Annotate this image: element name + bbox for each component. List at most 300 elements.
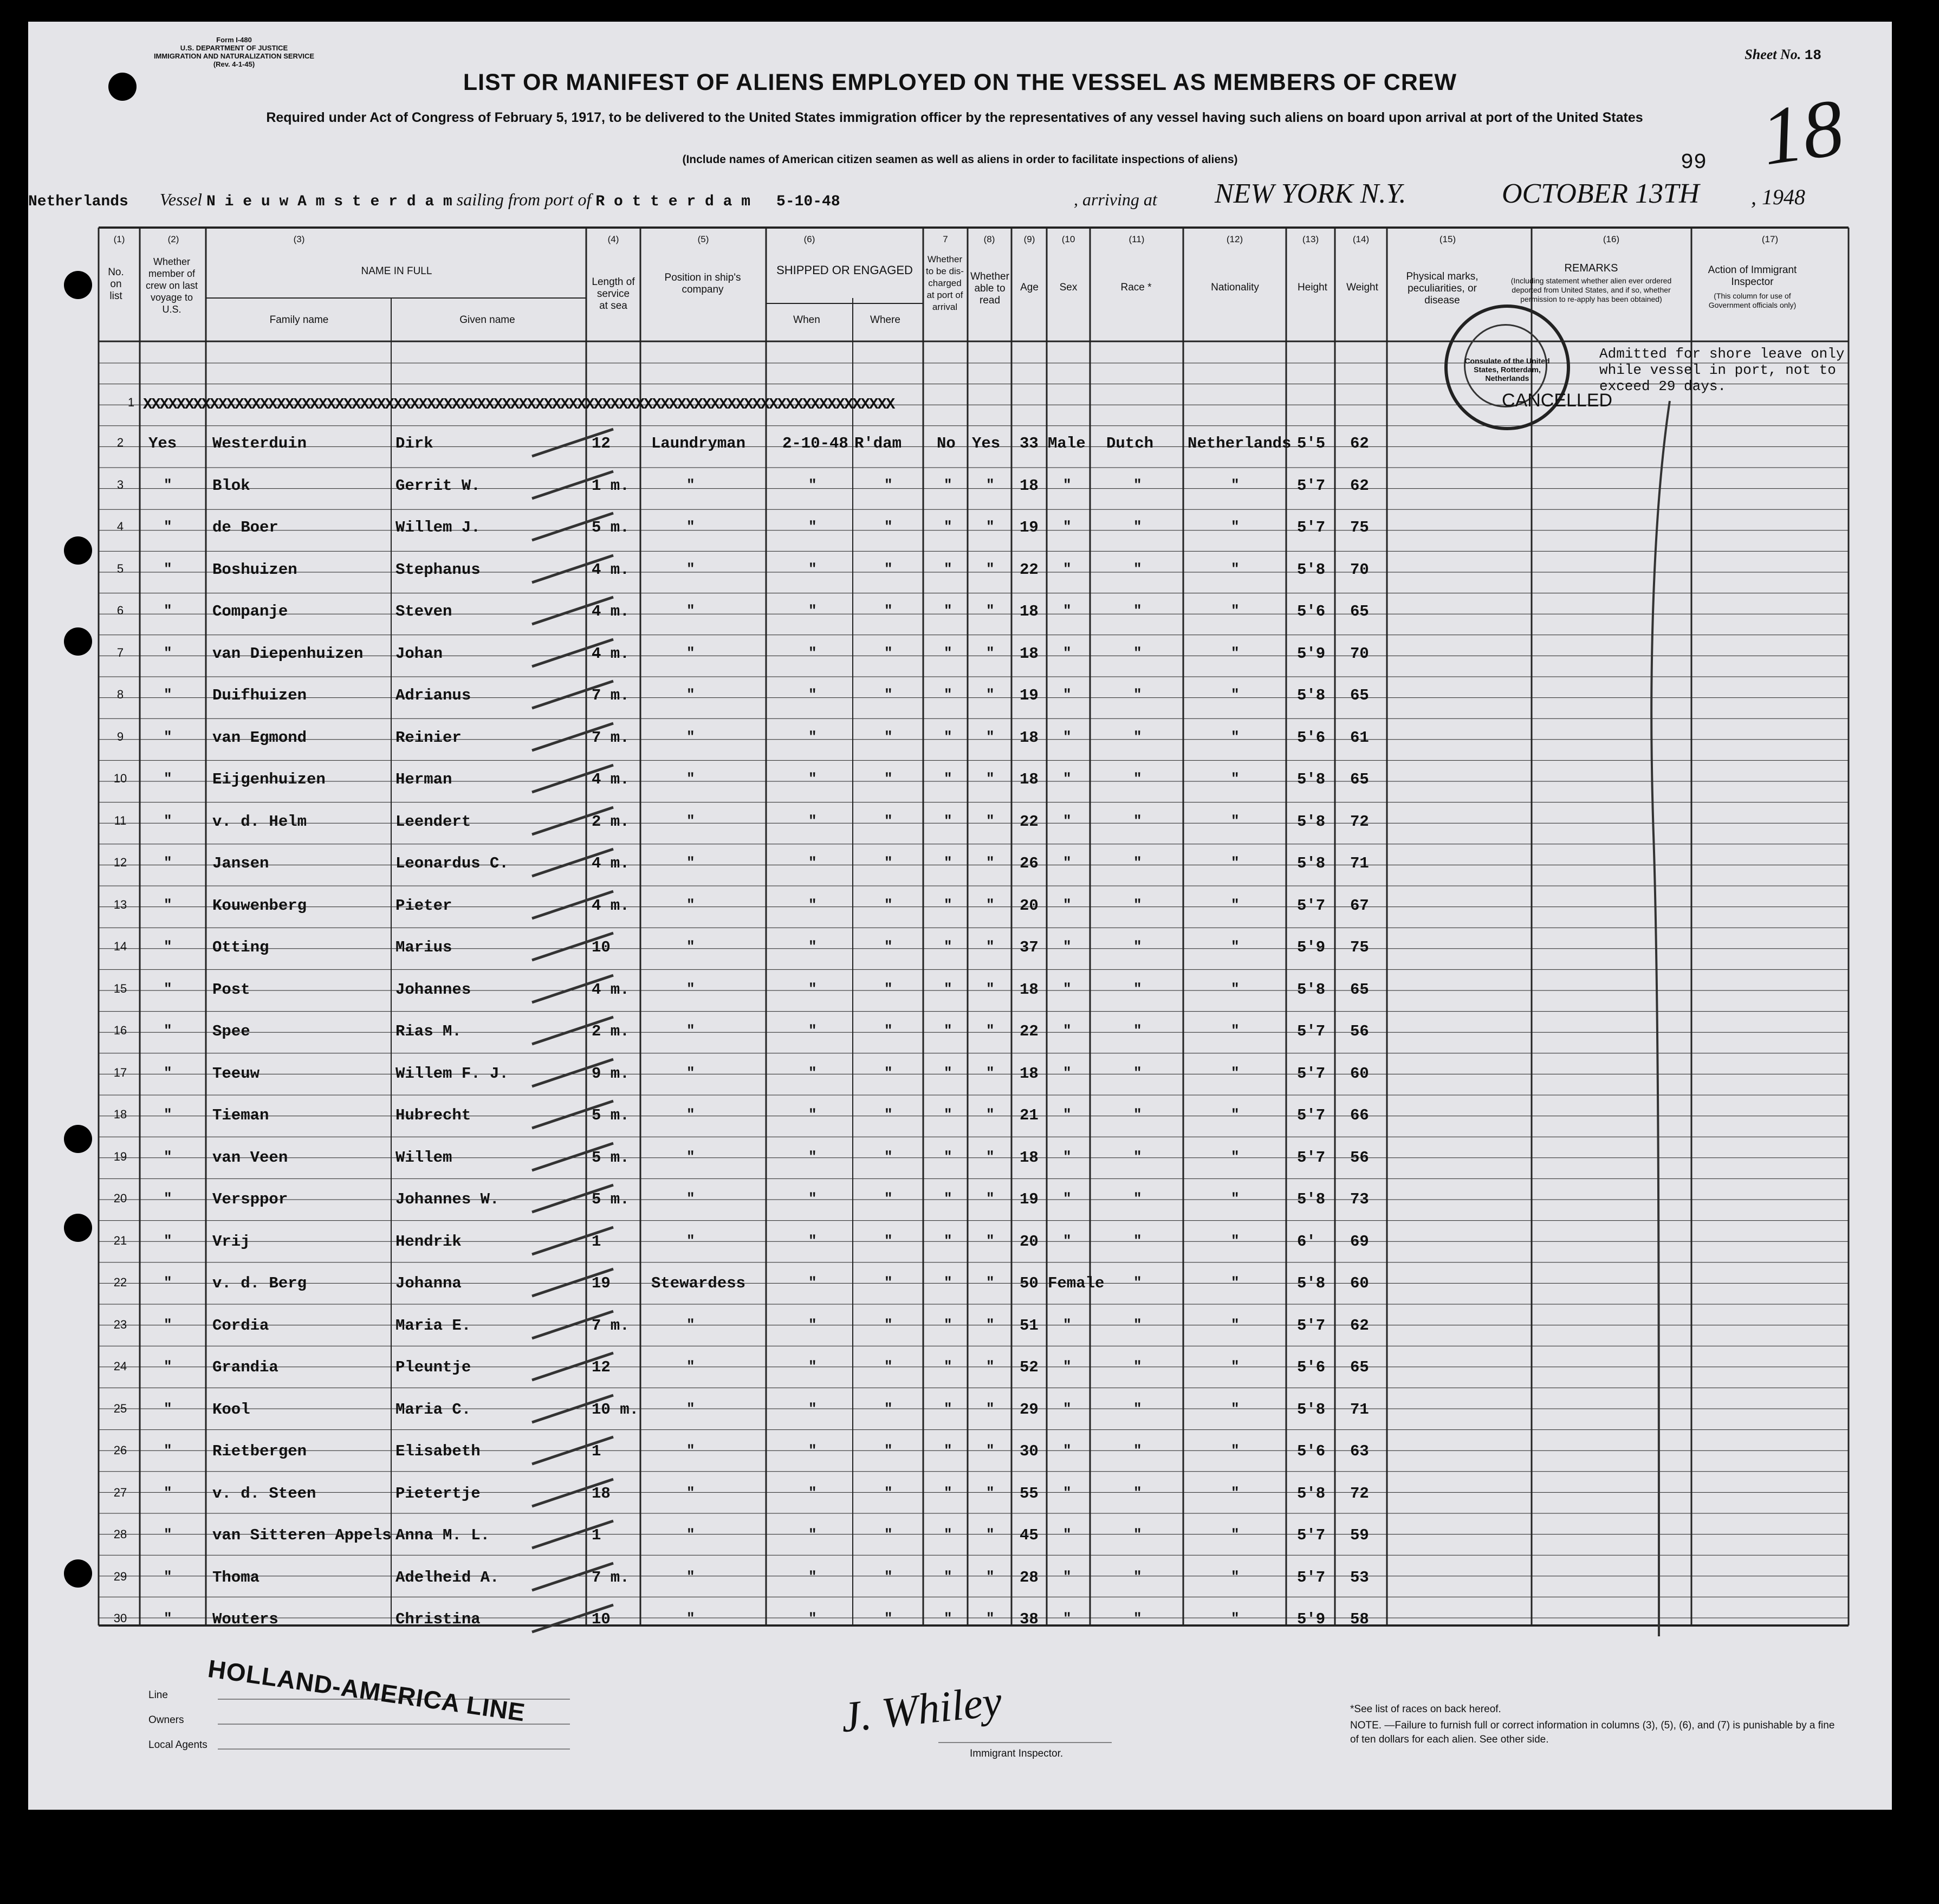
ditto-mark: " — [1133, 897, 1142, 913]
ditto-mark: " — [164, 1149, 172, 1165]
ditto-mark: " — [884, 1526, 893, 1543]
crew-height: 6' — [1297, 1233, 1316, 1251]
shipped-when: 2-10-48 — [782, 435, 848, 452]
ditto-mark: " — [808, 1401, 817, 1417]
ditto-mark: " — [884, 729, 893, 745]
arriving-label: , arriving at — [1074, 190, 1157, 209]
ditto-mark: " — [1063, 1149, 1072, 1165]
crew-family-name: van Diepenhuizen — [212, 645, 364, 663]
ditto-mark: " — [1231, 477, 1240, 493]
ditto-mark: " — [986, 1149, 995, 1165]
ditto-mark: " — [1063, 1065, 1072, 1081]
crew-weight: 75 — [1350, 938, 1369, 956]
consulate-stamp — [1444, 305, 1570, 430]
row-number: 26 — [113, 1443, 127, 1457]
ditto-mark: " — [164, 854, 172, 871]
ditto-mark: " — [884, 477, 893, 493]
ditto-mark: " — [1231, 1190, 1240, 1207]
column-number: (12) — [1226, 234, 1243, 244]
ditto-mark: " — [986, 519, 995, 535]
crew-family-name: Rietbergen — [212, 1442, 307, 1460]
crew-family-name: v. d. Berg — [212, 1274, 307, 1292]
ditto-mark: " — [1231, 981, 1240, 997]
crew-position: Stewardess — [651, 1274, 746, 1292]
ditto-mark: " — [808, 561, 817, 577]
crew-age: 18 — [1020, 1149, 1039, 1167]
crew-age: 37 — [1020, 938, 1039, 956]
row-number: 2 — [116, 436, 124, 449]
crew-age: 18 — [1020, 1065, 1039, 1083]
column-number: (4) — [607, 234, 619, 244]
ditto-mark: " — [986, 1401, 995, 1417]
crew-given-name: Pieter — [395, 897, 452, 915]
crew-weight: 72 — [1350, 813, 1369, 831]
crew-height: 5'8 — [1297, 1401, 1326, 1419]
crew-service-length: 5 m. — [592, 1149, 630, 1167]
column-number: (8) — [983, 234, 995, 244]
ditto-mark: " — [884, 1317, 893, 1333]
form-number: Form I-480 — [216, 36, 252, 44]
ditto-mark: " — [1133, 813, 1142, 829]
ditto-mark: " — [986, 1485, 995, 1501]
crew-height: 5'6 — [1297, 1358, 1326, 1376]
crew-weight: 70 — [1350, 561, 1369, 579]
row-number: 24 — [113, 1359, 127, 1373]
crew-height: 5'8 — [1297, 561, 1326, 579]
header-action-sub: (This column for use of Government officials only) — [1708, 292, 1797, 309]
footer-owners-label: Owners — [148, 1714, 184, 1726]
ditto-mark: " — [884, 1485, 893, 1501]
ditto-mark: " — [944, 1569, 952, 1585]
crew-family-name: Eijgenhuizen — [212, 770, 326, 788]
ditto-mark: " — [808, 770, 817, 787]
ditto-mark: " — [1231, 897, 1240, 913]
page-code: 99 — [1681, 151, 1707, 175]
crew-age: 52 — [1020, 1358, 1039, 1376]
ditto-mark: " — [686, 603, 695, 619]
ditto-mark: " — [1133, 729, 1142, 745]
ditto-mark: " — [944, 938, 952, 955]
ditto-mark: " — [1063, 1233, 1072, 1249]
crew-weight: 62 — [1350, 1317, 1369, 1335]
ditto-mark: " — [686, 854, 695, 871]
crew-family-name: van Egmond — [212, 729, 307, 747]
ditto-mark: " — [164, 897, 172, 913]
crew-family-name: Versppor — [212, 1190, 288, 1208]
ditto-mark: " — [944, 1401, 952, 1417]
ditto-mark: " — [808, 981, 817, 997]
footer-agents-label: Local Agents — [148, 1739, 207, 1751]
row-number: 15 — [113, 982, 127, 995]
crew-service-length: 7 m. — [592, 1569, 630, 1586]
column-number: (14) — [1352, 234, 1370, 244]
crew-able-read: Yes — [972, 435, 1001, 452]
ditto-mark: " — [884, 1610, 893, 1627]
header-member: Whether member of crew on last voyage to U.S. — [145, 256, 198, 315]
crew-service-length: 4 m. — [592, 603, 630, 620]
crew-given-name: Adelheid A. — [395, 1569, 500, 1586]
column-number: (3) — [293, 234, 305, 244]
note-text: —Failure to furnish full or correct information in columns (3), (5), (6), and (7) is punishable by a fine of ten dollars for each alien. See other side. — [1350, 1720, 1835, 1745]
crew-age: 38 — [1020, 1610, 1039, 1628]
row-number: 9 — [116, 730, 124, 743]
crew-weight: 65 — [1350, 1358, 1369, 1376]
ditto-mark: " — [686, 770, 695, 787]
ditto-mark: " — [1231, 813, 1240, 829]
crew-family-name: Companje — [212, 603, 288, 620]
crew-age: 29 — [1020, 1401, 1039, 1419]
crew-service-length: 4 m. — [592, 561, 630, 579]
crew-given-name: Leendert — [395, 813, 471, 831]
ditto-mark: " — [1231, 938, 1240, 955]
ditto-mark: " — [1133, 1274, 1142, 1291]
ditto-mark: " — [1063, 1526, 1072, 1543]
crew-family-name: Kouwenberg — [212, 897, 307, 915]
column-number: (16) — [1603, 234, 1620, 244]
manifest-sheet — [28, 22, 1892, 1810]
ditto-mark: " — [944, 770, 952, 787]
crew-family-name: Vrij — [212, 1233, 250, 1251]
crew-family-name: Cordia — [212, 1317, 269, 1335]
crew-service-length: 12 — [592, 1358, 611, 1376]
ditto-mark: " — [808, 729, 817, 745]
ditto-mark: " — [686, 1233, 695, 1249]
row-number: 29 — [113, 1570, 127, 1583]
ditto-mark: " — [1063, 1442, 1072, 1459]
crew-given-name: Willem F. J. — [395, 1065, 509, 1083]
header-position: Position in ship's company — [664, 272, 741, 295]
crew-discharged: No — [937, 435, 956, 452]
crew-height: 5'9 — [1297, 645, 1326, 663]
crew-given-name: Steven — [395, 603, 452, 620]
crew-family-name: Thoma — [212, 1569, 260, 1586]
ditto-mark: " — [164, 687, 172, 703]
ditto-mark: " — [1063, 1106, 1072, 1123]
crew-height: 5'7 — [1297, 1106, 1326, 1124]
crew-family-name: Wouters — [212, 1610, 278, 1628]
crew-age: 18 — [1020, 603, 1039, 620]
ditto-mark: " — [164, 981, 172, 997]
ditto-mark: " — [944, 1022, 952, 1039]
ditto-mark: " — [164, 1358, 172, 1375]
ditto-mark: " — [944, 1358, 952, 1375]
ditto-mark: " — [1133, 1149, 1142, 1165]
ditto-mark: " — [686, 645, 695, 661]
crew-age: 30 — [1020, 1442, 1039, 1460]
crew-age: 20 — [1020, 1233, 1039, 1251]
crew-service-length: 1 — [592, 1233, 601, 1251]
crew-given-name: Reinier — [395, 729, 462, 747]
ditto-mark: " — [1133, 1358, 1142, 1375]
ditto-mark: " — [1063, 938, 1072, 955]
ditto-mark: " — [686, 1149, 695, 1165]
ditto-mark: " — [986, 1233, 995, 1249]
crew-weight: 71 — [1350, 1401, 1369, 1419]
header-age: Age — [1020, 282, 1039, 293]
crew-given-name: Pleuntje — [395, 1358, 471, 1376]
crew-height: 5'7 — [1297, 1526, 1326, 1544]
column-number: (10 — [1061, 234, 1075, 244]
crew-weight: 62 — [1350, 435, 1369, 452]
crew-given-name: Gerrit W. — [395, 477, 481, 495]
row-number: 25 — [113, 1402, 127, 1415]
ditto-mark: " — [986, 897, 995, 913]
crew-family-name: de Boer — [212, 519, 278, 536]
row-number: 28 — [113, 1527, 127, 1541]
crew-age: 18 — [1020, 981, 1039, 999]
crew-age: 20 — [1020, 897, 1039, 915]
pencil-line — [1651, 401, 1670, 1636]
punch-hole — [108, 73, 137, 101]
ditto-mark: " — [808, 1065, 817, 1081]
ditto-mark: " — [1133, 1022, 1142, 1039]
ditto-mark: " — [1063, 854, 1072, 871]
header-height: Height — [1298, 282, 1327, 293]
ditto-mark: " — [986, 981, 995, 997]
ditto-mark: " — [1231, 645, 1240, 661]
ditto-mark: " — [1133, 938, 1142, 955]
crew-family-name: Tieman — [212, 1106, 269, 1124]
header-discharged: Whether to be dis-charged at port of arrival — [926, 254, 964, 312]
ditto-mark: " — [1231, 1358, 1240, 1375]
crew-weight: 67 — [1350, 897, 1369, 915]
ditto-mark: " — [884, 813, 893, 829]
ditto-mark: " — [1133, 1190, 1142, 1207]
header-race: Race * — [1120, 282, 1152, 293]
service: IMMIGRATION AND NATURALIZATION SERVICE — [153, 52, 315, 60]
ditto-mark: " — [164, 1274, 172, 1291]
ditto-mark: " — [986, 813, 995, 829]
crew-weight: 75 — [1350, 519, 1369, 536]
ditto-mark: " — [164, 770, 172, 787]
ditto-mark: " — [1063, 770, 1072, 787]
ditto-mark: " — [808, 519, 817, 535]
ditto-mark: " — [686, 687, 695, 703]
ditto-mark: " — [1063, 561, 1072, 577]
ditto-mark: " — [164, 1485, 172, 1501]
crew-weight: 60 — [1350, 1065, 1369, 1083]
ditto-mark: " — [1063, 1317, 1072, 1333]
ditto-mark: " — [884, 645, 893, 661]
ditto-mark: " — [1133, 1485, 1142, 1501]
crew-weight: 63 — [1350, 1442, 1369, 1460]
ditto-mark: " — [986, 561, 995, 577]
page-title: LIST OR MANIFEST OF ALIENS EMPLOYED ON THE VESSEL AS MEMBERS OF CREW — [463, 69, 1457, 95]
note-label: NOTE. — [1350, 1720, 1382, 1731]
crew-service-length: 10 — [592, 1610, 611, 1628]
row-number: 18 — [113, 1108, 127, 1121]
ditto-mark: " — [884, 1401, 893, 1417]
column-number: (6) — [803, 234, 815, 244]
crew-age: 19 — [1020, 1190, 1039, 1208]
header-where: Where — [870, 314, 900, 326]
crew-age: 18 — [1020, 729, 1039, 747]
ditto-mark: " — [1063, 1401, 1072, 1417]
header-nationality: Nationality — [1211, 282, 1259, 293]
crew-given-name: Hubrecht — [395, 1106, 471, 1124]
ditto-mark: " — [808, 1190, 817, 1207]
crew-given-name: Pietertje — [395, 1485, 481, 1503]
ditto-mark: " — [1231, 687, 1240, 703]
crew-family-name: Westerduin — [212, 435, 307, 452]
crew-family-name: v. d. Helm — [212, 813, 307, 831]
ditto-mark: " — [164, 1065, 172, 1081]
ditto-mark: " — [944, 981, 952, 997]
ditto-mark: " — [1231, 1569, 1240, 1585]
crew-age: 18 — [1020, 770, 1039, 788]
crew-age: 50 — [1020, 1274, 1039, 1292]
ditto-mark: " — [884, 1442, 893, 1459]
check-mark — [532, 1227, 613, 1254]
ditto-mark: " — [944, 1233, 952, 1249]
crew-family-name: Spee — [212, 1022, 250, 1040]
crew-family-name: Duifhuizen — [212, 687, 307, 704]
crew-service-length: 1 — [592, 1526, 601, 1544]
crew-family-name: Teeuw — [212, 1065, 260, 1083]
header-when: When — [793, 314, 820, 326]
crew-weight: 71 — [1350, 854, 1369, 872]
ditto-mark: " — [164, 1233, 172, 1249]
ditto-mark: " — [944, 1485, 952, 1501]
ditto-mark: " — [884, 1065, 893, 1081]
ditto-mark: " — [1133, 1233, 1142, 1249]
ditto-mark: " — [808, 1569, 817, 1585]
header-action: Action of Immigrant Inspector — [1708, 264, 1797, 288]
crew-family-name: Boshuizen — [212, 561, 297, 579]
ditto-mark: " — [944, 897, 952, 913]
crew-height: 5'8 — [1297, 1274, 1326, 1292]
ditto-mark: " — [808, 1485, 817, 1501]
ditto-mark: " — [808, 1233, 817, 1249]
crew-family-name: Grandia — [212, 1358, 278, 1376]
ditto-mark: " — [1063, 1190, 1072, 1207]
header-given: Given name — [459, 314, 515, 326]
ditto-mark: " — [1063, 1358, 1072, 1375]
crew-height: 5'7 — [1297, 1022, 1326, 1040]
row-number: 5 — [116, 562, 124, 575]
ditto-mark: " — [164, 938, 172, 955]
row-number: 14 — [113, 940, 127, 953]
revision: (Rev. 4-1-45) — [213, 60, 255, 68]
ditto-mark: " — [986, 729, 995, 745]
company-stamp: HOLLAND-AMERICA LINE — [206, 1654, 527, 1727]
ditto-mark: " — [986, 1526, 995, 1543]
crew-weight: 58 — [1350, 1610, 1369, 1628]
ditto-mark: " — [164, 729, 172, 745]
ditto-mark: " — [164, 477, 172, 493]
crew-service-length: 10 — [592, 938, 611, 956]
ditto-mark: " — [1231, 854, 1240, 871]
row-number: 4 — [116, 520, 124, 533]
crew-service-length: 7 m. — [592, 1317, 630, 1335]
ditto-mark: " — [1231, 1274, 1240, 1291]
row-number: 21 — [113, 1234, 127, 1247]
crew-service-length: 19 — [592, 1274, 611, 1292]
ditto-mark: " — [164, 1106, 172, 1123]
ditto-mark: " — [944, 1190, 952, 1207]
ditto-mark: " — [944, 1274, 952, 1291]
ditto-mark: " — [884, 1149, 893, 1165]
ditto-mark: " — [884, 770, 893, 787]
ditto-mark: " — [686, 477, 695, 493]
ditto-mark: " — [1133, 1610, 1142, 1627]
ditto-mark: " — [986, 1190, 995, 1207]
ditto-mark: " — [808, 1526, 817, 1543]
ditto-mark: " — [1063, 981, 1072, 997]
crew-given-name: Anna M. L. — [395, 1526, 490, 1544]
crew-weight: 65 — [1350, 770, 1369, 788]
crew-service-length: 7 m. — [592, 729, 630, 747]
ditto-mark: " — [808, 1106, 817, 1123]
punch-hole — [64, 1214, 92, 1242]
crew-age: 45 — [1020, 1526, 1039, 1544]
ditto-mark: " — [1133, 1401, 1142, 1417]
ditto-mark: " — [1133, 1065, 1142, 1081]
ditto-mark: " — [1133, 981, 1142, 997]
row-number: 16 — [113, 1024, 127, 1037]
crew-family-name: Blok — [212, 477, 250, 495]
crew-family-name: van Sitteren Appels — [212, 1526, 392, 1544]
crew-given-name: Herman — [395, 770, 452, 788]
crew-given-name: Willem J. — [395, 519, 481, 536]
ditto-mark: " — [884, 1106, 893, 1123]
crew-sex: Female — [1048, 1274, 1105, 1292]
ditto-mark: " — [808, 603, 817, 619]
ditto-mark: " — [686, 981, 695, 997]
crew-given-name: Johan — [395, 645, 443, 663]
crew-service-length: 5 m. — [592, 519, 630, 536]
row-number: 20 — [113, 1191, 127, 1205]
header-family: Family name — [269, 314, 329, 326]
column-number: (9) — [1023, 234, 1035, 244]
crew-given-name: Johannes W. — [395, 1190, 500, 1208]
crew-weight: 59 — [1350, 1526, 1369, 1544]
ditto-mark: " — [1063, 729, 1072, 745]
ditto-mark: " — [884, 854, 893, 871]
ditto-mark: " — [884, 603, 893, 619]
ditto-mark: " — [1133, 561, 1142, 577]
crew-height: 5'9 — [1297, 1610, 1326, 1628]
ditto-mark: " — [808, 813, 817, 829]
crew-height: 5'9 — [1297, 938, 1326, 956]
race-note: *See list of races on back hereof. — [1350, 1704, 1501, 1715]
ditto-mark: " — [1063, 1022, 1072, 1039]
ditto-mark: " — [808, 1317, 817, 1333]
ditto-mark: " — [884, 1233, 893, 1249]
crew-age: 18 — [1020, 645, 1039, 663]
ditto-mark: " — [808, 1358, 817, 1375]
crew-height: 5'6 — [1297, 1442, 1326, 1460]
ditto-mark: " — [808, 477, 817, 493]
arrival-date: OCTOBER 13TH — [1502, 178, 1700, 209]
ditto-mark: " — [808, 1022, 817, 1039]
ditto-mark: " — [1063, 519, 1072, 535]
ditto-mark: " — [884, 1274, 893, 1291]
ditto-mark: " — [884, 519, 893, 535]
ditto-mark: " — [1133, 603, 1142, 619]
ditto-mark: " — [686, 897, 695, 913]
ditto-mark: " — [944, 1442, 952, 1459]
header-shipped: SHIPPED OR ENGAGED — [776, 263, 913, 277]
ditto-mark: " — [986, 1065, 995, 1081]
crew-height: 5'7 — [1297, 1149, 1326, 1167]
crew-service-length: 4 m. — [592, 854, 630, 872]
header-no: No. on list — [108, 267, 124, 302]
ditto-mark: " — [1231, 1442, 1240, 1459]
ditto-mark: " — [686, 1022, 695, 1039]
crew-given-name: Rias M. — [395, 1022, 462, 1040]
ditto-mark: " — [164, 1526, 172, 1543]
